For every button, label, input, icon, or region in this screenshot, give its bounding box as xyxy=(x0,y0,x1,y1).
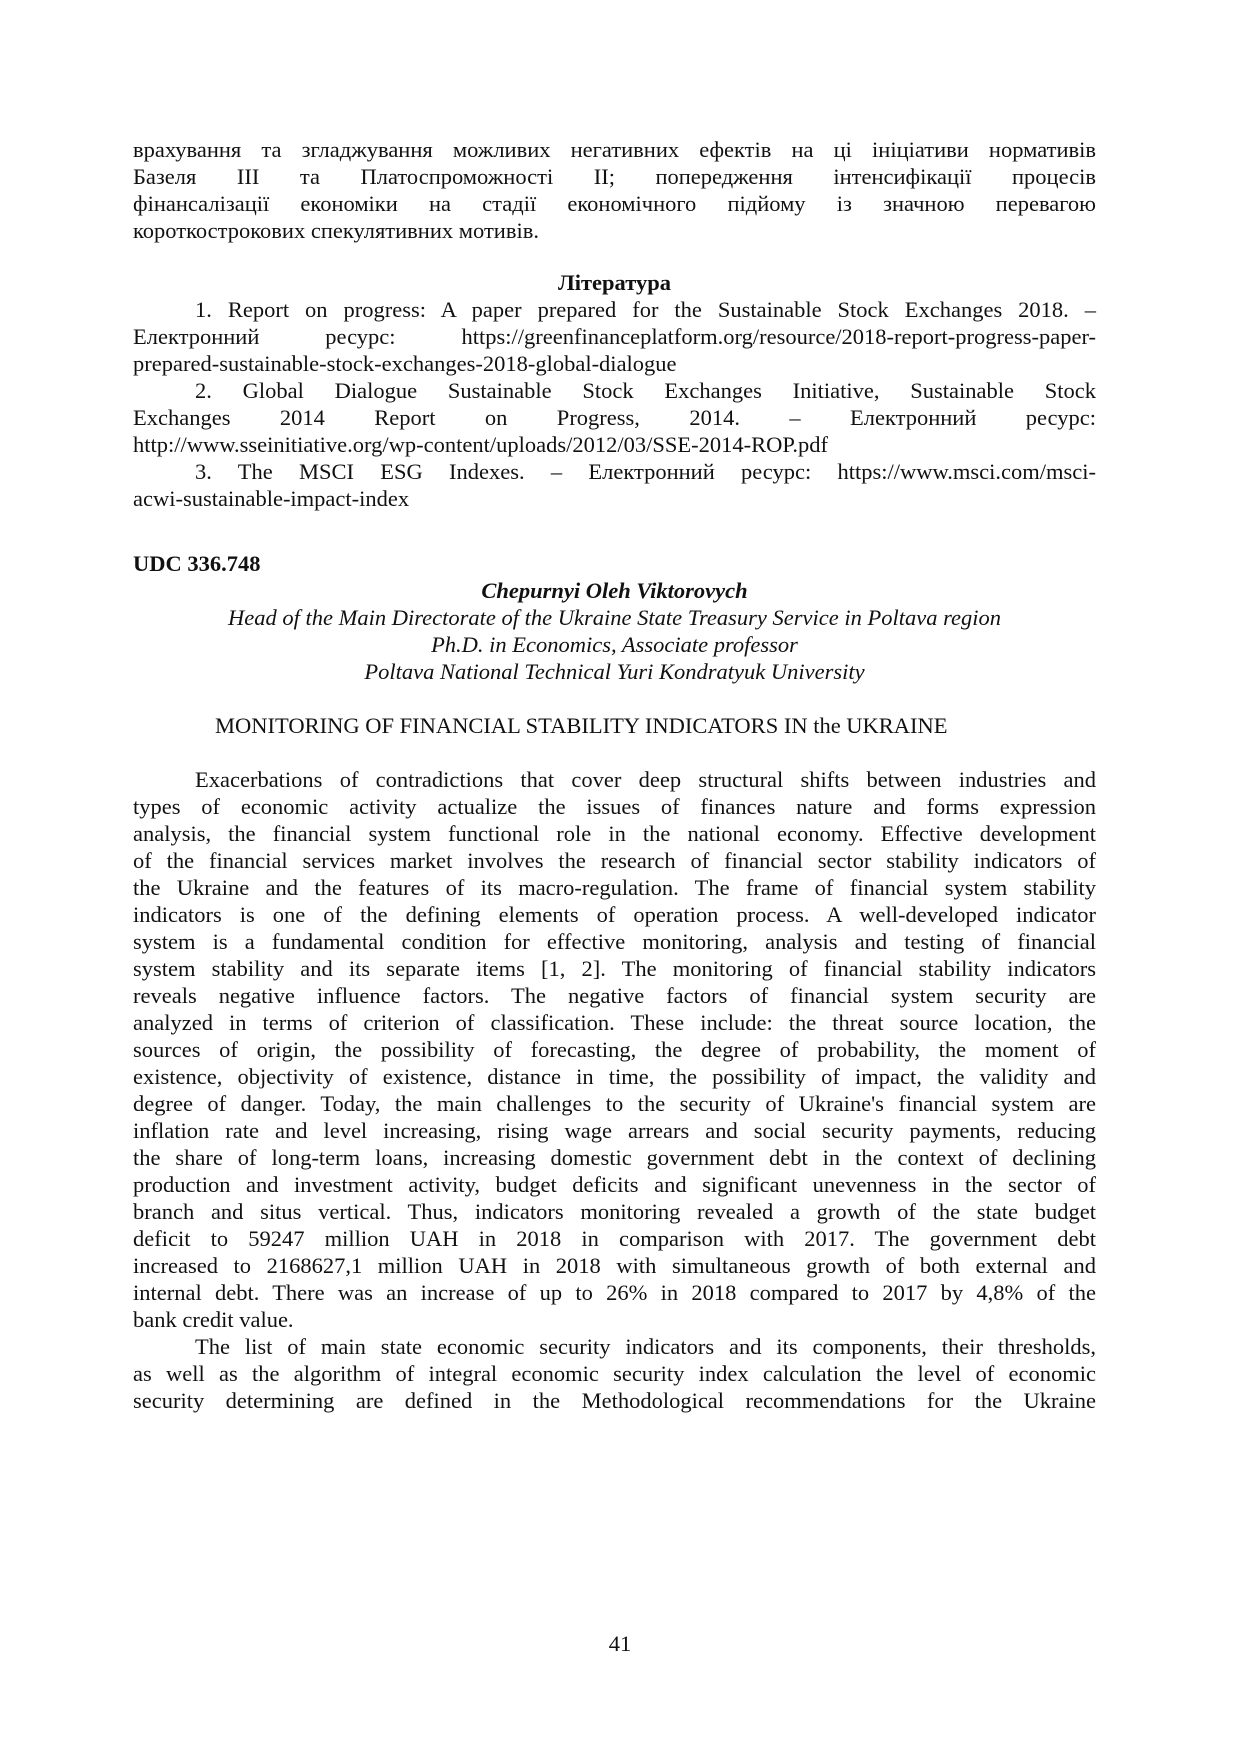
text-line: degree of danger. Today, the main challenges to the security of Ukraine's financial system are xyxy=(133,1091,1096,1116)
text-line: reveals negative influence factors. The negative factors of financial system security are xyxy=(133,983,1096,1008)
text-line: indicators is one of the defining elements of operation process. A well-developed indicator xyxy=(133,902,1096,927)
text-line: the share of long-term loans, increasing domestic government debt in the context of declining xyxy=(133,1145,1096,1170)
body-paragraph xyxy=(133,1333,1096,1414)
author-name: Chepurnyi Oleh Viktorovych xyxy=(481,578,748,603)
text-line: inflation rate and level increasing, rising wage arrears and social security payments, reducing xyxy=(133,1118,1096,1143)
text-line: 2. Global Dialogue Sustainable Stock Exchanges Initiative, Sustainable Stock xyxy=(195,378,1096,403)
text-line: Базеля III та Платоспроможності II; попередження інтенсифікації процесів xyxy=(133,164,1096,189)
text-line: existence, objectivity of existence, distance in time, the possibility of impact, the validity and xyxy=(133,1064,1096,1089)
text-line: internal debt. There was an increase of up to 26% in 2018 compared to 2017 by 4,8% of the xyxy=(133,1280,1096,1305)
text-line: system stability and its separate items [1, 2]. The monitoring of financial stability indicators xyxy=(133,956,1096,981)
text-line: system is a fundamental condition for effective monitoring, analysis and testing of financial xyxy=(133,929,1096,954)
reference-link[interactable]: prepared-sustainable-stock-exchanges-2018-global-dialogue xyxy=(133,351,677,376)
udc-code: UDC 336.748 xyxy=(133,551,261,576)
text-line: sources of origin, the possibility of forecasting, the degree of probability, the moment of xyxy=(133,1037,1096,1062)
author-block xyxy=(133,577,1096,685)
text-line: of the financial services market involves the research of financial sector stability indicators of xyxy=(133,848,1096,873)
text-line: the Ukraine and the features of its macro-regulation. The frame of financial system stability xyxy=(133,875,1096,900)
author-position: Head of the Main Directorate of the Ukraine State Treasury Service in Poltava region xyxy=(228,605,1001,630)
text-line: as well as the algorithm of integral economic security index calculation the level of economic xyxy=(133,1361,1096,1386)
text-line: branch and situs vertical. Thus, indicators monitoring revealed a growth of the state budget xyxy=(133,1199,1096,1224)
intro-paragraph xyxy=(133,136,1096,244)
text-line: security determining are defined in the Methodological recommendations for the Ukraine xyxy=(133,1388,1096,1413)
text-line: analysis, the financial system functional role in the national economy. Effective development xyxy=(133,821,1096,846)
references-heading: Література xyxy=(557,270,671,295)
text-line: короткострокових спекулятивних мотивів. xyxy=(133,218,539,243)
text-line: increased to 2168627,1 million UAH in 2018 with simultaneous growth of both external and xyxy=(133,1253,1096,1278)
references-list xyxy=(133,296,1096,512)
article-title: MONITORING OF FINANCIAL STABILITY INDICATORS IN the UKRAINE xyxy=(215,713,948,738)
text-line: types of economic activity actualize the issues of finances nature and forms expression xyxy=(133,794,1096,819)
text-line: deficit to 59247 million UAH in 2018 in comparison with 2017. The government debt xyxy=(133,1226,1096,1251)
author-affiliation: Poltava National Technical Yuri Kondratyuk University xyxy=(364,659,865,684)
reference-link[interactable]: acwi-sustainable-impact-index xyxy=(133,486,410,511)
reference-link[interactable]: Електронний ресурс: https://greenfinanceplatform.org/resource/2018-report-progress-paper- xyxy=(133,324,1096,349)
text-line: 1. Report on progress: A paper prepared for the Sustainable Stock Exchanges 2018. – xyxy=(195,297,1096,322)
text-line: The list of main state economic security indicators and its components, their thresholds, xyxy=(195,1334,1096,1359)
page-number: 41 xyxy=(608,1631,632,1656)
reference-item xyxy=(133,377,1096,458)
author-degree: Ph.D. in Economics, Associate professor xyxy=(431,632,798,657)
reference-link[interactable]: http://www.sseinitiative.org/wp-content/uploads/2012/03/SSE-2014-ROP.pdf xyxy=(133,432,828,457)
reference-item xyxy=(133,458,1096,512)
text-line: Exchanges 2014 Report on Progress, 2014. – Електронний ресурс: xyxy=(133,405,1096,430)
text-line: production and investment activity, budget deficits and significant unevenness in the sector of xyxy=(133,1172,1096,1197)
text-line: фінансалізації економіки на стадії економічного підйому із значною перевагою xyxy=(133,191,1096,216)
text-line: bank credit value. xyxy=(133,1307,294,1332)
text-line: врахування та згладжування можливих негативних ефектів на ці ініціативи нормативів xyxy=(133,137,1096,162)
text-line: analyzed in terms of criterion of classification. These include: the threat source location, the xyxy=(133,1010,1096,1035)
text-line: Exacerbations of contradictions that cover deep structural shifts between industries and xyxy=(195,767,1096,792)
reference-link[interactable]: 3. The MSCI ESG Indexes. – Електронний ресурс: https://www.msci.com/msci- xyxy=(195,459,1096,484)
body-paragraph xyxy=(133,766,1096,1333)
reference-item xyxy=(133,296,1096,377)
